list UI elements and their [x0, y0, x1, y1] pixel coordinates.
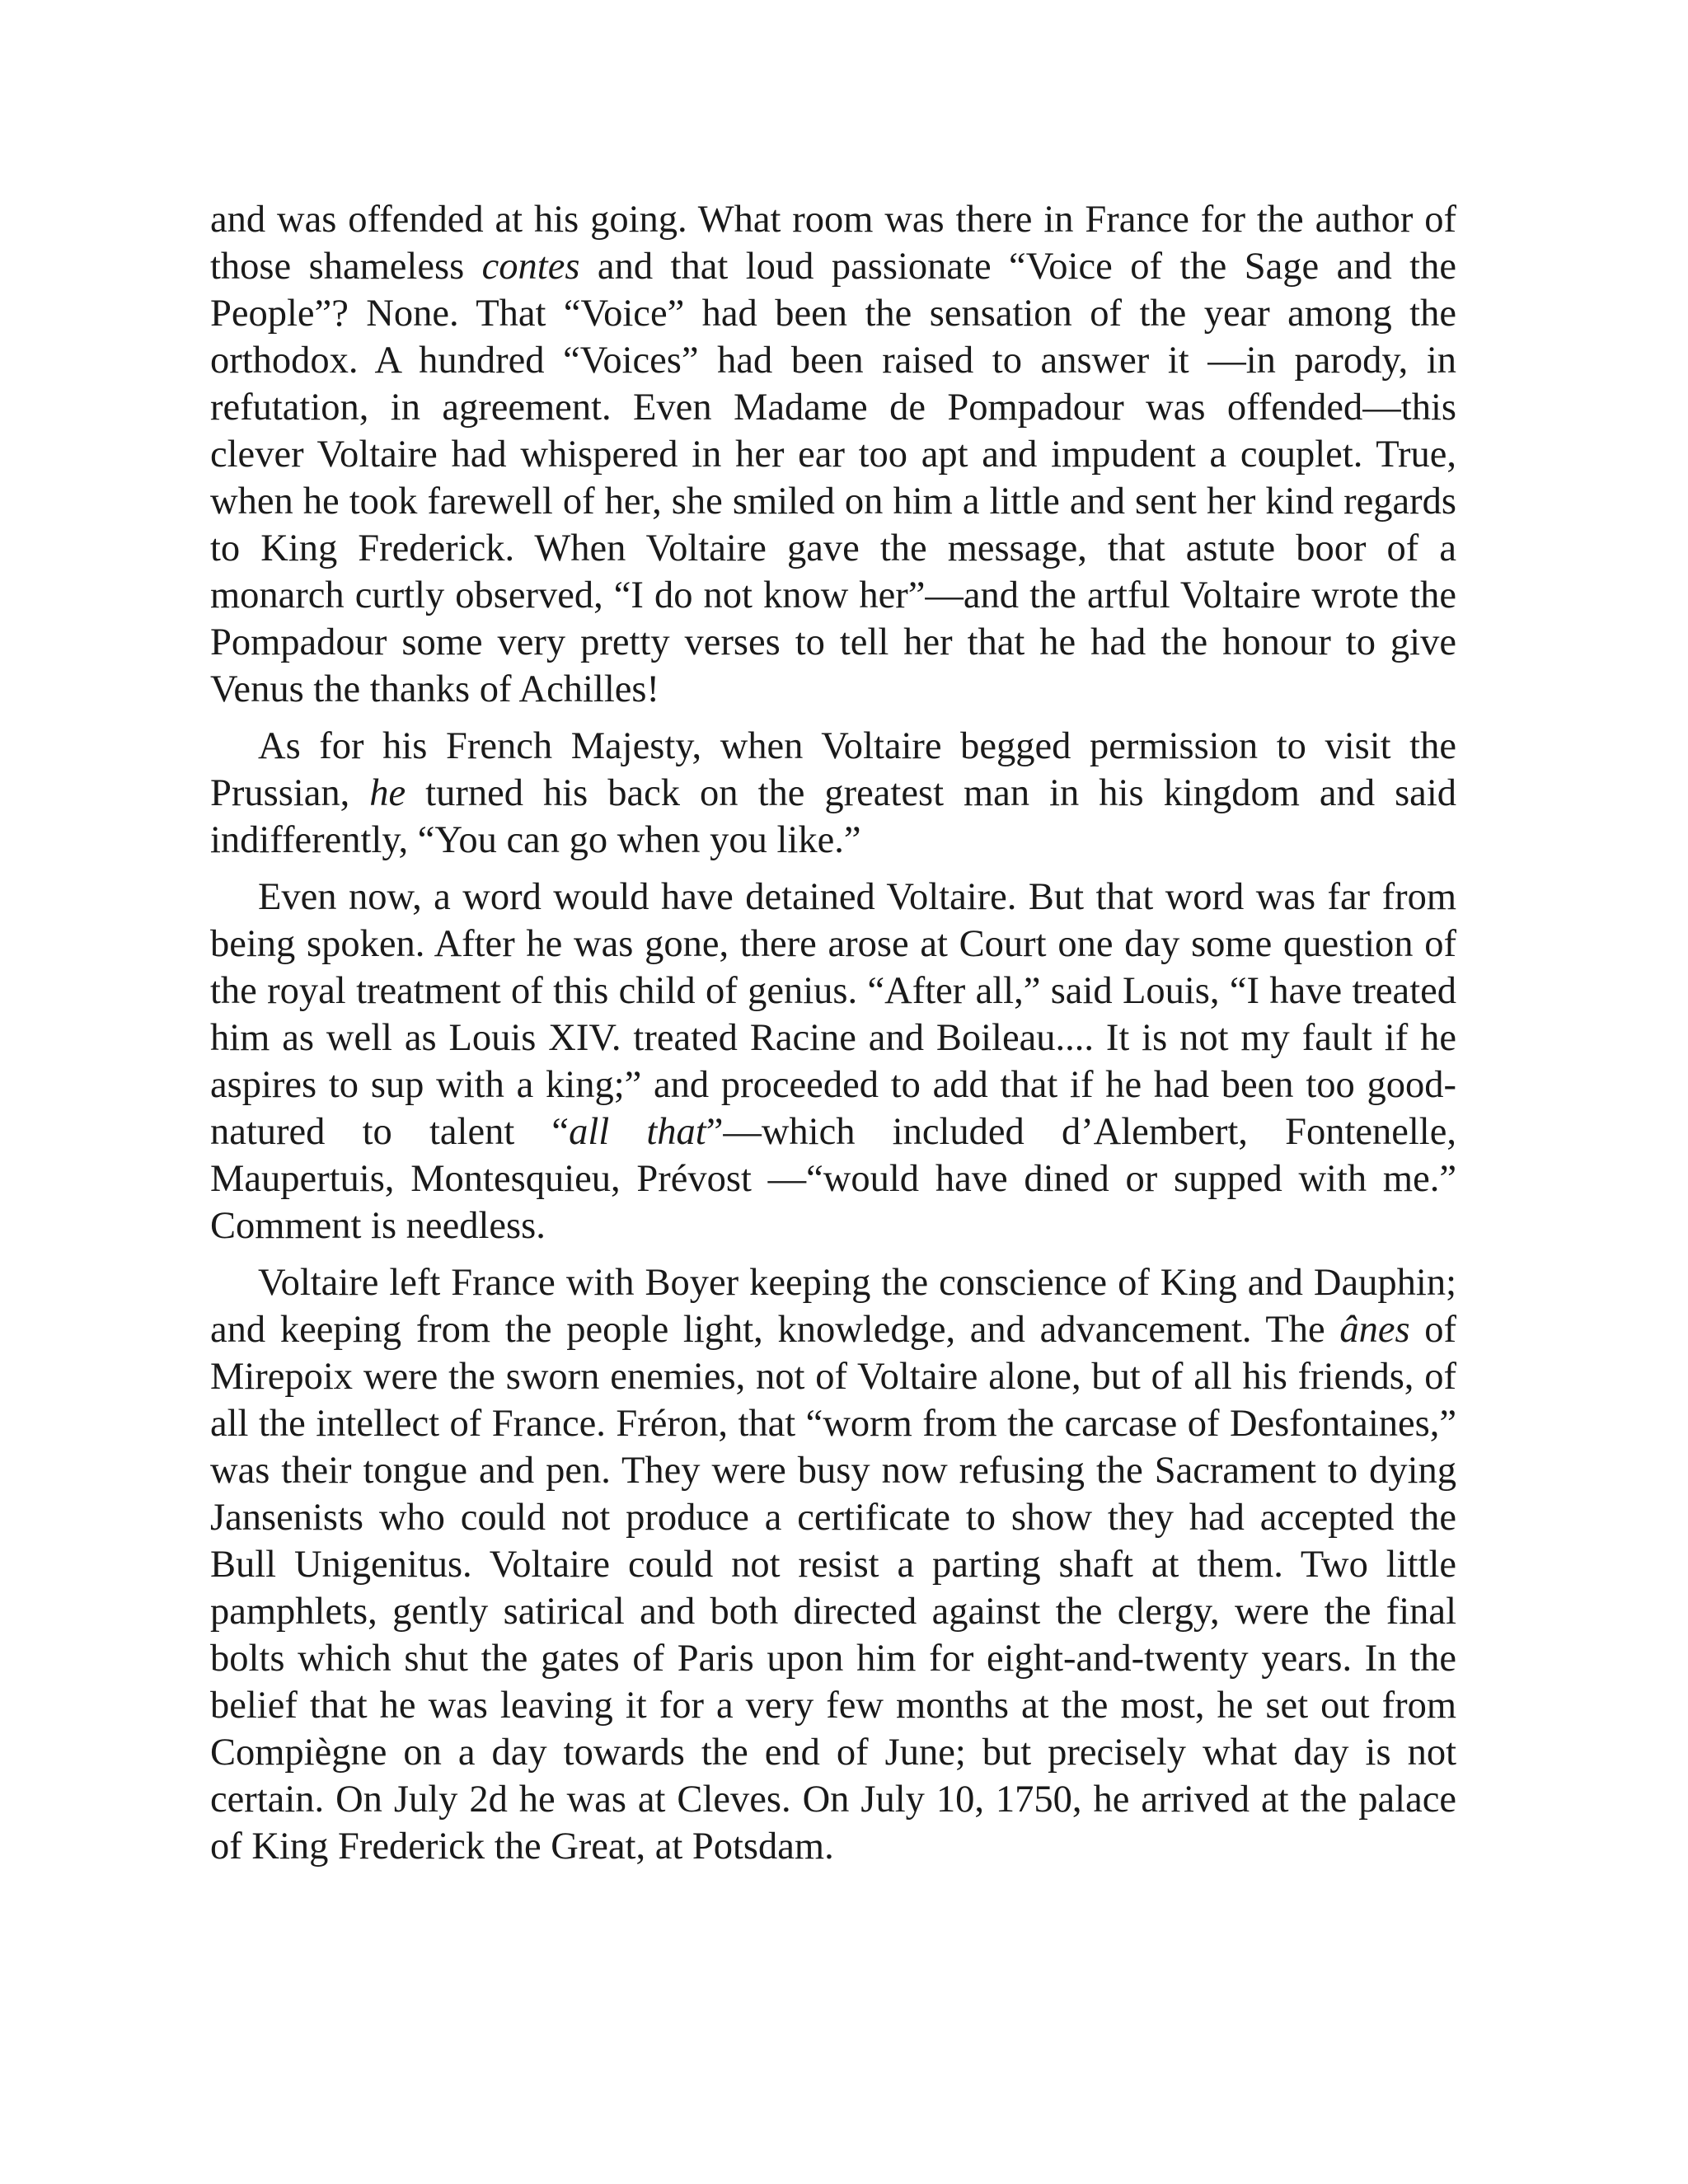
text-run: Voltaire left France with Boyer keeping the conscience of King and Dauphin; and keeping from the people light, knowledge, and advancement. The: [210, 1262, 1456, 1351]
italic-run: ânes: [1339, 1309, 1410, 1351]
text-run: of Mirepoix were the sworn enemies, not of Voltaire alone, but of all his friends, of all the intellect of France. Fréron, that “worm from the carcase of Desfontaines,” was their tongue and pen. They were busy now refusing the Sacrament to dying Jansenists who could not produce a certificate to show they had accepted the Bull Unigenitus. Voltaire could not resist a parting shaft at them. Two little pamphlets, gently satirical and both directed against the clergy, were the final bolts which shut the gates of Paris upon him for eight-and-twenty years. In the belief that he was leaving it for a very few months at the most, he set out from Compiègne on a day towards the end of June; but precisely what day is not certain. On July 2d he was at Cleves. On July 10, 1750, he arrived at the palace of King Frederick the Great, at Potsdam.: [210, 1309, 1456, 1868]
text-run: ”—which included d’Alembert, Fontenelle, Maupertuis, Montesquieu, Prévost —“would have dined or supped with me.” Comment is needless.: [210, 1111, 1456, 1247]
page-body: [210, 196, 1456, 1870]
italic-run: contes: [481, 246, 580, 288]
text-run: and that loud passionate “Voice of the Sage and the People”? None. That “Voice” had been the sensation of the year among the orthodox. A hundred “Voices” had been raised to answer it —in parody, in refutation, in agreement. Even Madame de Pompadour was offended—this clever Voltaire had whispered in her ear too apt and impudent a couplet. True, when he took farewell of her, she smiled on him a little and sent her kind regards to King Frederick. When Voltaire gave the message, that astute boor of a monarch curtly observed, “I do not know her”—and the artful Voltaire wrote the Pompadour some very pretty verses to tell her that he had the honour to give Venus the thanks of Achilles!: [210, 246, 1456, 710]
italic-run: all that: [569, 1111, 706, 1153]
paragraph-4: [210, 1259, 1456, 1870]
text-run: and was offended at his going. What room was there in France for the author of those shameless: [210, 199, 1456, 288]
paragraph-1: [210, 196, 1456, 713]
text-run: Even now, a word would have detained Voltaire. But that word was far from being spoken. After he was gone, there arose at Court one day some question of the royal treatment of this child of genius. “After all,” said Louis, “I have treated him as well as Louis XIV. treated Racine and Boileau.... It is not my fault if he aspires to sup with a king;” and proceeded to add that if he had been too good-natured to talent “: [210, 876, 1456, 1153]
text-run: turned his back on the greatest man in his kingdom and said indifferently, “You can go when you like.”: [210, 772, 1456, 861]
paragraph-3: [210, 874, 1456, 1249]
paragraph-2: [210, 723, 1456, 864]
italic-run: he: [369, 772, 406, 814]
text-run: As for his French Majesty, when Voltaire begged permission to visit the Prussian,: [210, 725, 1456, 814]
